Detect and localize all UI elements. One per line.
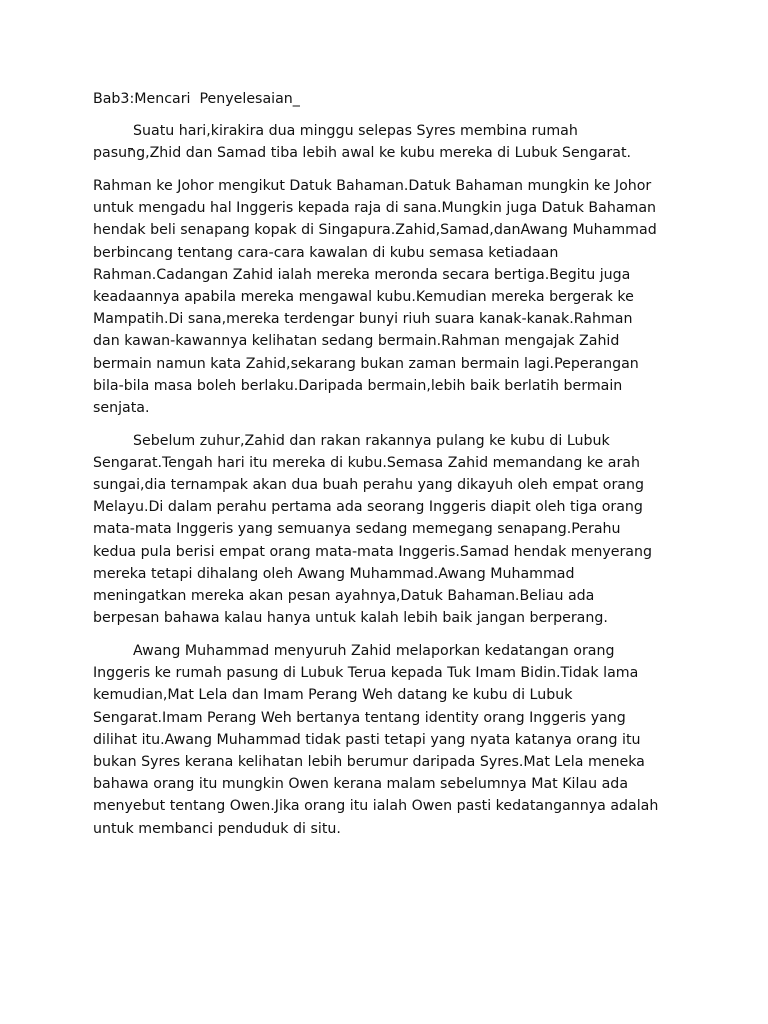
paragraph: [93, 430, 683, 630]
line-text: keadaannya apabila mereka mengawal kubu.Kemudian mereka bergerak ke: [93, 288, 634, 305]
line-text: senjata.: [93, 399, 150, 416]
line-text: menyebut tentang Owen.Jika orang itu ialah Owen pasti kedatangannya adalah: [93, 798, 659, 815]
line-text: berbincang tentang cara-cara kawalan di kubu semasa ketiadaan: [93, 244, 559, 261]
text-line: [93, 541, 683, 563]
text-line: [93, 397, 683, 419]
line-text: mata-mata Inggeris yang semuanya sedang memegang senapang.Perahu: [93, 521, 621, 538]
line-text: Melayu.Di dalam perahu pertama ada seorang Inggeris diapit oleh tiga orang: [93, 499, 643, 516]
text-line: [93, 795, 683, 817]
text-line: [93, 773, 683, 795]
text-line: [93, 751, 683, 773]
line-text: bila-bila masa boleh berlaku.Daripada bermain,lebih baik berlatih bermain: [93, 377, 623, 394]
line-text: Sebelum zuhur,Zahid dan rakan rakannya pulang ke kubu di Lubuk: [133, 432, 610, 449]
paragraph: [93, 175, 683, 419]
line-text: hendak beli senapang kopak di Singapura.Zahid,Samad,danAwang Muhammad: [93, 222, 657, 239]
paragraph-list: [93, 120, 683, 840]
line-text: Rahman ke Johor mengikut Datuk Bahaman.Datuk Bahaman mungkin ke Johor: [93, 177, 652, 194]
line-text: Inggeris ke rumah pasung di Lubuk Terua kepada Tuk Imam Bidin.Tidak lama: [93, 665, 639, 682]
text-line: [93, 662, 683, 684]
text-line: [93, 308, 683, 330]
text-line: [93, 375, 683, 397]
line-text: pasung,Zhid dan Samad tiba lebih awal ke kubu mereka di Lubuk Sengarat.: [93, 145, 632, 162]
line-text: dilihat itu.Awang Muhammad tidak pasti tetapi yang nyata katanya orang itu: [93, 731, 641, 748]
line-text: Sengarat.Imam Perang Weh bertanya tentang identity orang Inggeris yang: [93, 709, 626, 726]
line-text: mereka tetapi dihalang oleh Awang Muhammad.Awang Muhammad: [93, 565, 575, 582]
line-text: dan kawan-kawannya kelihatan sedang bermain.Rahman mengajak Zahid: [93, 333, 620, 350]
line-text: Rahman.Cadangan Zahid ialah mereka meronda secara bertiga.Begitu juga: [93, 266, 631, 283]
text-line: [93, 242, 683, 264]
document-body: [93, 88, 683, 850]
text-line: [93, 496, 683, 518]
text-line: [93, 197, 683, 219]
text-line: [93, 219, 683, 241]
line-text: sungai,dia ternampak akan dua buah perahu yang dikayuh oleh empat orang: [93, 477, 644, 494]
text-line: [93, 353, 683, 375]
line-text: Awang Muhammad menyuruh Zahid melaporkan kedatangan orang: [133, 642, 615, 659]
text-line: [93, 286, 683, 308]
text-line: [93, 142, 683, 164]
line-text: bahawa orang itu mungkin Owen kerana malam sebelumnya Mat Kilau ada: [93, 776, 629, 793]
line-text: meningatkan mereka akan pesan ayahnya,Datuk Bahaman.Beliau ada: [93, 588, 595, 605]
text-line: [93, 330, 683, 352]
chapter-heading: Bab3:Mencari Penyelesaian_: [93, 91, 300, 107]
text-line: [93, 563, 683, 585]
text-line: [93, 684, 683, 706]
text-line: [93, 452, 683, 474]
text-line: [93, 264, 683, 286]
text-line: [93, 430, 683, 452]
text-line: [93, 120, 683, 142]
text-line: [93, 818, 683, 840]
line-text: untuk membanci penduduk di situ.: [93, 820, 341, 837]
line-text: Sengarat.Tengah hari itu mereka di kubu.Semasa Zahid memandang ke arah: [93, 454, 641, 471]
line-text: bukan Syres kerana kelihatan lebih berumur daripada Syres.Mat Lela meneka: [93, 753, 645, 770]
line-text: Mampatih.Di sana,mereka terdengar bunyi riuh suara kanak-kanak.Rahman: [93, 311, 633, 328]
line-text: untuk mengadu hal Inggeris kepada raja di sana.Mungkin juga Datuk Bahaman: [93, 200, 657, 217]
text-line: [93, 707, 683, 729]
text-line: [93, 640, 683, 662]
text-line: [93, 607, 683, 629]
line-text: kedua pula berisi empat orang mata-mata Inggeris.Samad hendak menyerang: [93, 543, 652, 560]
line-text: kemudian,Mat Lela dan Imam Perang Weh datang ke kubu di Lubuk: [93, 687, 573, 704]
text-line: [93, 518, 683, 540]
line-text: bermain namun kata Zahid,sekarang bukan zaman bermain lagi.Peperangan: [93, 355, 639, 372]
line-text: berpesan bahawa kalau hanya untuk kalah lebih baik jangan berperang.: [93, 610, 608, 627]
paragraph: [93, 120, 683, 164]
text-line: [93, 175, 683, 197]
line-text: Suatu hari,kirakira dua minggu selepas Syres membina rumah: [133, 123, 578, 139]
paragraph: [93, 640, 683, 840]
text-line: [93, 474, 683, 496]
text-line: [93, 585, 683, 607]
text-line: [93, 729, 683, 751]
